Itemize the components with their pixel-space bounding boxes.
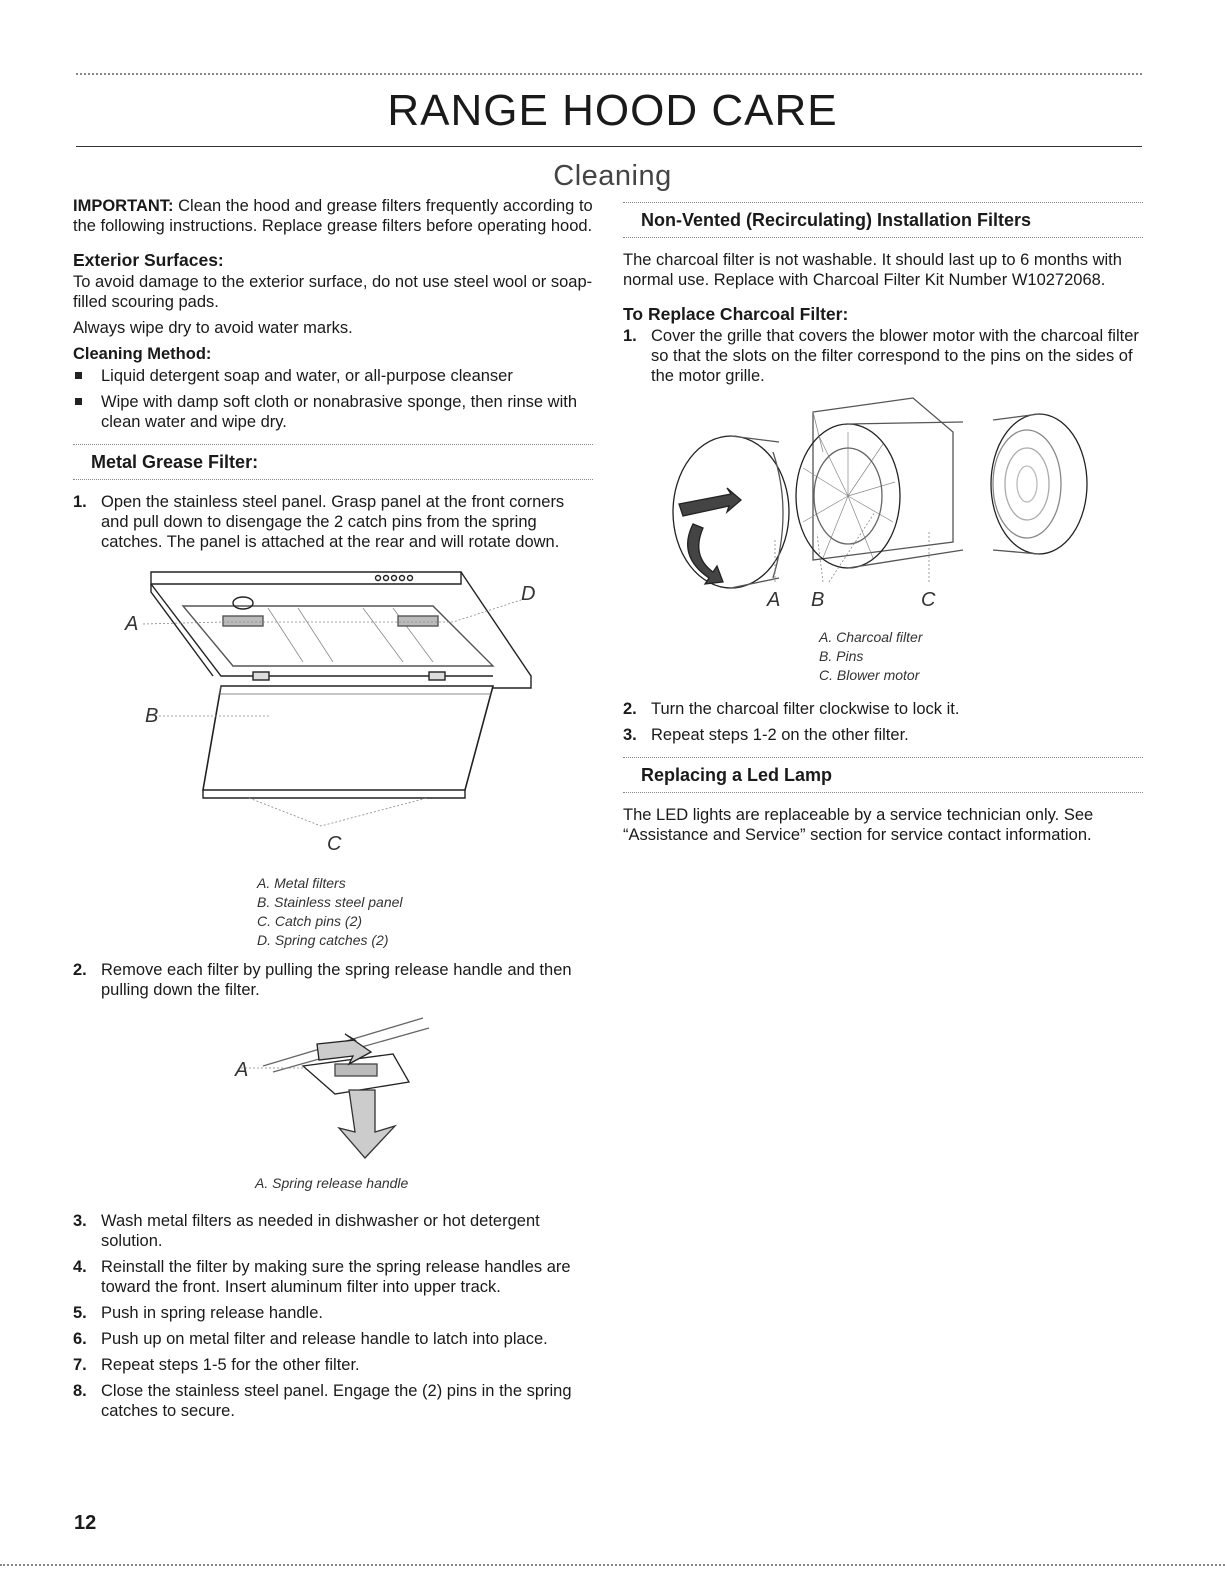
exterior-paragraph-1: To avoid damage to the exterior surface, do not use steel wool or soap-filled scouring pads. <box>73 273 593 311</box>
list-item <box>623 326 1143 386</box>
list-item <box>623 725 1143 745</box>
step-number: 2. <box>623 700 637 718</box>
step-number: 5. <box>73 1304 87 1322</box>
figure-label-b: B <box>145 705 159 727</box>
list-item <box>73 1303 593 1323</box>
metal-filter-step-1-list <box>73 492 593 552</box>
step-text: Close the stainless steel panel. Engage the (2) pins in the spring catches to secure. <box>101 1382 572 1420</box>
step-text: Push in spring release handle. <box>101 1304 323 1322</box>
figure-label-c: C <box>327 833 342 855</box>
exterior-paragraph-2: Always wipe dry to avoid water marks. <box>73 319 353 337</box>
metal-filter-steps-list <box>73 1211 593 1421</box>
non-vented-filters-heading: Non-Vented (Recirculating) Installation Filters <box>623 202 1143 238</box>
caption-line: C. Blower motor <box>819 667 920 683</box>
range-hood-illustration <box>73 558 593 834</box>
step-text: Turn the charcoal filter clockwise to lock it. <box>651 700 960 718</box>
step-number: 1. <box>73 493 87 511</box>
caption-line: D. Spring catches (2) <box>257 932 389 948</box>
bottom-dotted-rule <box>0 1564 1225 1566</box>
spring-release-figure <box>73 1006 593 1166</box>
page-number: 12 <box>74 1512 97 1534</box>
figure-label-a: A <box>125 613 139 635</box>
caption-line: B. Stainless steel panel <box>257 894 403 910</box>
caption-line: A. Charcoal filter <box>819 629 923 645</box>
step-text: Wash metal filters as needed in dishwasher or hot detergent solution. <box>101 1212 540 1250</box>
list-item <box>73 1257 593 1297</box>
figure-label-a: A <box>235 1059 249 1081</box>
spring-release-caption <box>255 1174 593 1193</box>
section-subtitle: Cleaning <box>553 160 672 192</box>
charcoal-steps-list <box>623 699 1143 745</box>
non-vented-paragraph: The charcoal filter is not washable. It should last up to 6 months with normal use. Replace with Charcoal Filter Kit Number W10272068. <box>623 251 1122 289</box>
caption-line: A. Metal filters <box>257 875 346 891</box>
charcoal-filter-figure <box>623 392 1143 614</box>
step-text: Remove each filter by pulling the spring release handle and then pulling down the filter. <box>101 961 572 999</box>
step-number: 7. <box>73 1356 87 1374</box>
step-number: 4. <box>73 1258 87 1276</box>
step-text: Repeat steps 1-2 on the other filter. <box>651 726 909 744</box>
charcoal-step-1-list <box>623 326 1143 386</box>
cleaning-method-heading: Cleaning Method: <box>73 345 212 363</box>
list-item <box>73 1355 593 1375</box>
list-item: Wipe with damp soft cloth or nonabrasive sponge, then rinse with clean water and wipe dry. <box>73 392 593 432</box>
page-title: RANGE HOOD CARE <box>387 86 838 135</box>
figure-label-c-row <box>73 834 593 860</box>
step-text: Cover the grille that covers the blower motor with the charcoal filter so that the slots on the filter correspond to the pins on the sides of the motor grille. <box>651 327 1139 385</box>
spring-release-illustration <box>73 1006 593 1166</box>
step-number: 8. <box>73 1382 87 1400</box>
metal-grease-filter-heading: Metal Grease Filter: <box>73 444 593 480</box>
led-paragraph: The LED lights are replaceable by a service technician only. See “Assistance and Service” section for service contact information. <box>623 806 1094 844</box>
list-item <box>73 1381 593 1421</box>
cleaning-method-list <box>73 366 593 432</box>
metal-filter-step-2-list <box>73 960 593 1000</box>
left-column <box>73 196 593 1427</box>
step-number: 3. <box>73 1212 87 1230</box>
step-number: 1. <box>623 327 637 345</box>
figure-label-d: D <box>521 583 536 605</box>
caption-line: C. Catch pins (2) <box>257 913 363 929</box>
step-number: 3. <box>623 726 637 744</box>
right-column <box>623 196 1143 851</box>
list-item <box>73 492 593 552</box>
step-number: 2. <box>73 961 87 979</box>
step-number: 6. <box>73 1330 87 1348</box>
step-text: Repeat steps 1-5 for the other filter. <box>101 1356 360 1374</box>
list-item <box>623 699 1143 719</box>
important-label: IMPORTANT: <box>73 197 174 215</box>
metal-filter-caption <box>257 874 593 950</box>
step-text: Reinstall the filter by making sure the spring release handles are toward the front. Insert aluminum filter into upper track. <box>101 1258 571 1296</box>
caption-line: B. Pins <box>819 648 864 664</box>
step-text: Push up on metal filter and release handle to latch into place. <box>101 1330 548 1348</box>
figure-label-b: B <box>811 589 825 611</box>
figure-label-a: A <box>767 589 781 611</box>
step-text: Open the stainless steel panel. Grasp panel at the front corners and pull down to disengage the 2 catch pins from the spring catches. The panel is attached at the rear and will rotate down. <box>101 493 565 551</box>
exterior-surfaces-heading: Exterior Surfaces: <box>73 250 224 270</box>
figure-label-c: C <box>921 589 936 611</box>
important-text: Clean the hood and grease filters frequently according to the following instructions. Replace grease filters before operating hood. <box>73 197 593 235</box>
replace-charcoal-heading: To Replace Charcoal Filter: <box>623 304 849 324</box>
replacing-led-lamp-heading: Replacing a Led Lamp <box>623 757 1143 793</box>
important-note <box>73 196 593 236</box>
top-dotted-rule <box>76 73 1142 75</box>
list-item <box>73 1329 593 1349</box>
caption-line: A. Spring release handle <box>255 1175 409 1191</box>
list-item <box>73 960 593 1000</box>
list-item <box>73 1211 593 1251</box>
blower-motor-illustration <box>623 392 1143 614</box>
title-rule <box>76 146 1142 147</box>
charcoal-filter-caption <box>819 628 1143 685</box>
metal-filter-figure <box>73 558 593 834</box>
list-item: Liquid detergent soap and water, or all-purpose cleanser <box>73 366 593 386</box>
